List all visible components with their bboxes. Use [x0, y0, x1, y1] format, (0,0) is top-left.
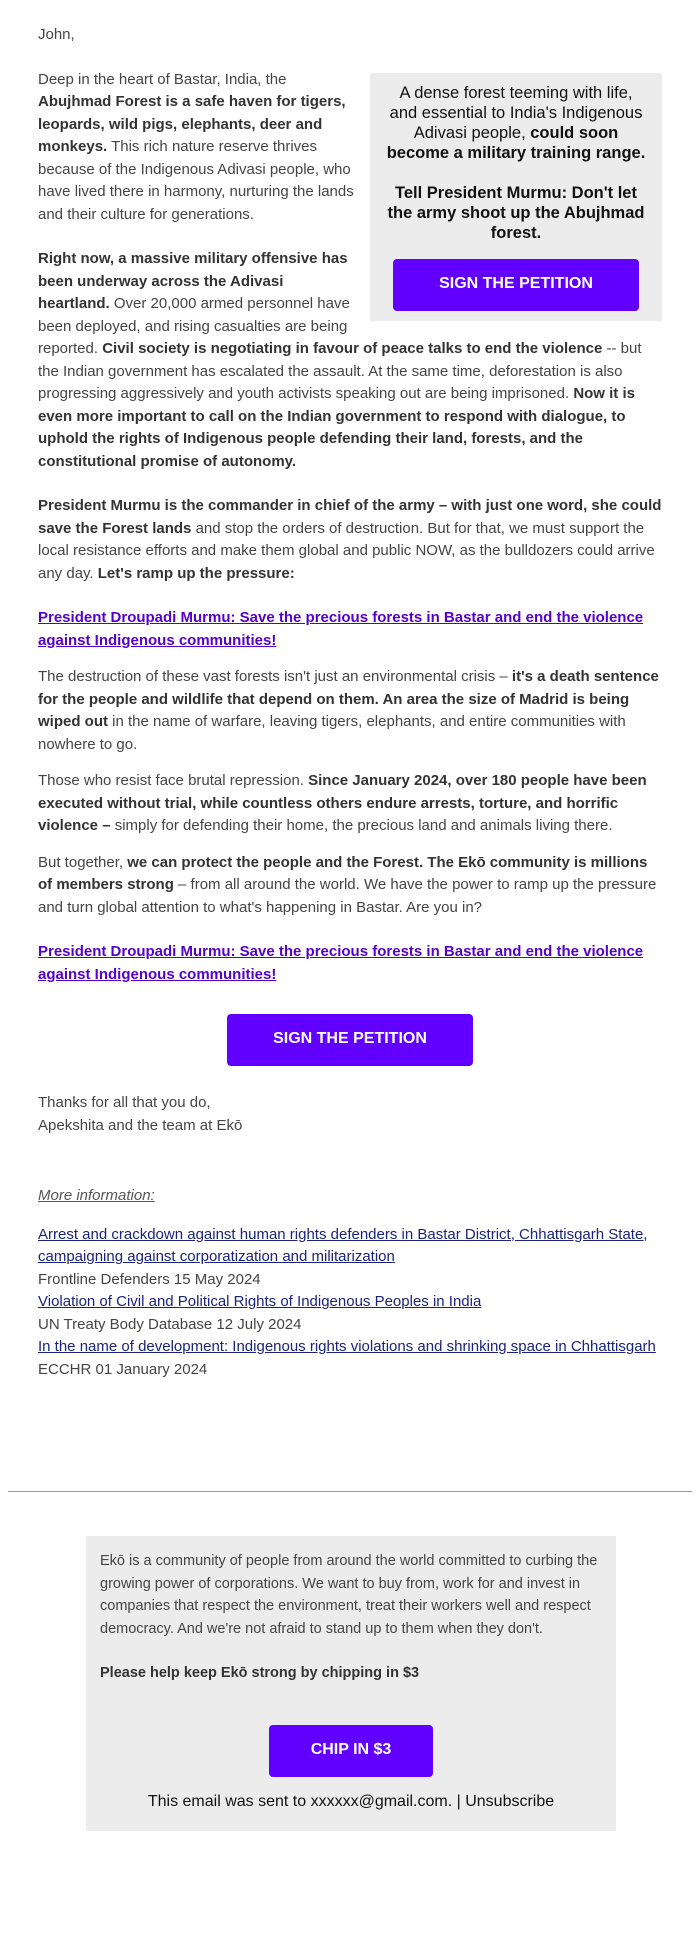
reference-link[interactable]: In the name of development: Indigenous rights violations and shrinking space in Chhattisgarh — [38, 1338, 656, 1355]
destruction-paragraph — [38, 666, 662, 756]
callout-sign-button[interactable]: SIGN THE PETITION — [393, 259, 639, 311]
text: This rich nature reserve thrives because of the Indigenous Adivasi people, who have lived there in harmony, nurturing the lands and their culture for generations. — [38, 138, 354, 223]
text: Those who resist face brutal repression. — [38, 772, 309, 789]
bold-text: Abujhmad Forest is a safe haven for tigers, leopards, wild pigs, elephants, deer and monkeys. — [38, 93, 346, 155]
footer-ask-text: Please help keep Ekō strong by chipping in $3 — [100, 1665, 420, 1681]
text: -- but the Indian government has escalated the assault. At the same time, deforestation is also progressing aggressively and youth activists speaking out are being imprisoned. — [38, 340, 642, 402]
reference-link[interactable]: Violation of Civil and Political Rights of Indigenous Peoples in India — [38, 1293, 482, 1310]
chip-in-button[interactable]: CHIP IN $3 — [269, 1725, 433, 1777]
reference-source: ECCHR 01 January 2024 — [38, 1360, 208, 1378]
petition-link-paragraph-2 — [38, 941, 662, 986]
bold-text: we can protect the people and the Forest. The Ekō community is millions of members strong — [38, 853, 648, 893]
callout-intro-text: A dense forest teeming with life, and essential to India's Indigenous Adivasi people, — [389, 83, 643, 142]
bold-text: President Murmu is the commander in chief of the army – with just one word, she could save the Forest lands — [38, 497, 662, 537]
callout-intro-bold: could soon become a military training range. — [386, 123, 646, 162]
reference-source: UN Treaty Body Database 12 July 2024 — [38, 1315, 302, 1333]
text: Deep in the heart of Bastar, India, the — [38, 70, 287, 88]
reference-link[interactable]: Arrest and crackdown against human rights defenders in Bastar District, Chhattisgarh State, campaigning against corporatization and militarization — [38, 1225, 648, 1265]
text: simply for defending their home, the precious land and animals living there. — [110, 817, 613, 834]
together-paragraph — [38, 852, 662, 920]
callout-intro — [370, 83, 662, 163]
bold-text: Right now, a massive military offensive has been underway across the Adivasi heartland. — [38, 250, 348, 312]
petition-callout — [370, 73, 662, 321]
footer-divider — [8, 1491, 692, 1492]
sign-petition-button[interactable]: SIGN THE PETITION — [227, 1014, 473, 1066]
list-item — [38, 1291, 662, 1336]
bold-text: it's a death sentence for the people and wildlife that depend on them. An area the size of Madrid is being wiped out — [38, 668, 659, 730]
text: Over 20,000 armed personnel have been deployed, and rising casualties are being reported. — [38, 295, 350, 357]
reference-source: Frontline Defenders 15 May 2024 — [38, 1270, 261, 1288]
more-info-title: More information: — [38, 1187, 155, 1204]
callout-tell: Tell President Murmu: Don't let the army shoot up the Abujhmad forest. — [387, 183, 645, 242]
greeting: John, — [38, 26, 75, 43]
repression-paragraph — [38, 770, 662, 838]
bold-text: Let's ramp up the pressure: — [97, 564, 295, 582]
footer-sent-line — [86, 1791, 616, 1813]
footer-ask — [86, 1662, 616, 1685]
signoff-line-1: Thanks for all that you do, — [38, 1094, 211, 1111]
petition-link[interactable]: President Droupadi Murmu: Save the precious forests in Bastar and end the violence against Indigenous communities! — [38, 609, 644, 649]
text: But together, — [38, 853, 128, 871]
bold-text: Now it is even more important to call on the Indian government to respond with dialogue, to uphold the rights of Indigenous people defending their land, forests, and the constitutional promise of autonomy. — [38, 385, 635, 470]
main-button-row — [38, 1014, 662, 1066]
footer-about: Ekō is a community of people from around the world committed to curbing the growing power of corporations. We want to buy from, work for and invest in companies that respect the environment, treat their workers well and respect democracy. And we're not afraid to stand up to them when they don't. — [100, 1553, 598, 1637]
text: – from all around the world. We have the power to ramp up the pressure and turn global attention to what's happening in Bastar. Are you in? — [38, 876, 657, 916]
signoff-line-2: Apekshita and the team at Ekō — [38, 1116, 243, 1134]
text: in the name of warfare, leaving tigers, elephants, and entire communities with nowhere to go. — [38, 713, 626, 753]
footer-button-row — [86, 1725, 616, 1777]
list-item — [38, 1336, 662, 1381]
bold-text: Since January 2024, over 180 people have been executed without trial, while countless others endure arrests, torture, and horrific violence – — [38, 772, 647, 834]
separator: | — [452, 1792, 466, 1810]
text: The destruction of these vast forests isn't just an environmental crisis – — [38, 668, 512, 685]
recipient-email: xxxxxx@gmail.com. — [310, 1792, 453, 1810]
bold-text: Civil society is negotiating in favour of peace talks to end the violence — [102, 340, 603, 357]
list-item — [38, 1224, 662, 1292]
unsubscribe-link[interactable]: Unsubscribe — [465, 1792, 555, 1810]
sent-prefix: This email was sent to — [147, 1792, 311, 1810]
petition-link-2[interactable]: President Droupadi Murmu: Save the precious forests in Bastar and end the violence against Indigenous communities! — [38, 943, 644, 983]
email-body — [38, 24, 662, 1381]
murmu-paragraph — [38, 495, 662, 585]
petition-link-paragraph — [38, 607, 662, 652]
more-info-list — [38, 1224, 662, 1382]
text: and stop the orders of destruction. But for that, we must support the local resistance efforts and make them global and public NOW, as the bulldozers could arrive any day. — [38, 519, 655, 582]
footer — [86, 1536, 616, 1831]
